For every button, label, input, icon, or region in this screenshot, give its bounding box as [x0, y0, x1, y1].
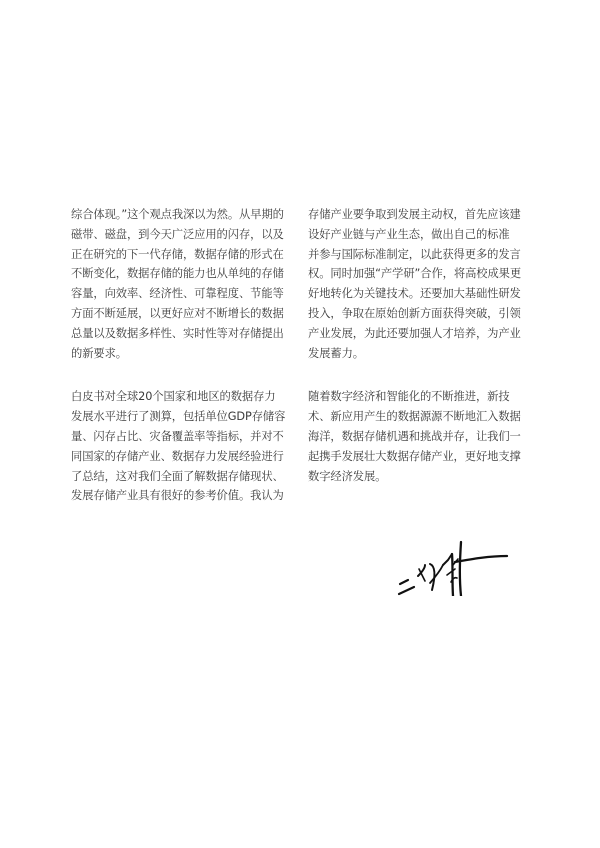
- text-line: 综合体现。”这个观点我深以为然。从早期的: [71, 208, 284, 221]
- right-text-column: [308, 205, 540, 510]
- text-line: 发展存储产业具有很好的参考价值。我认为: [71, 489, 284, 503]
- text-line: 磁带、磁盘，到今天广泛应用的闪存，以及: [71, 227, 284, 241]
- text-line: 起携手发展壮大数据存储产业，更好地支撑: [308, 449, 521, 463]
- text-line: 好地转化为关键技术。还要加大基础性研发: [308, 287, 521, 301]
- text-line: 量、闪存占比、灾备覆盖率等指标，并对不: [71, 429, 284, 443]
- text-line: 了总结，这对我们全面了解数据存储现状、: [71, 469, 284, 483]
- text-line: 容量，向效率、经济性、可靠程度、节能等: [71, 287, 284, 301]
- text-line: 方面不断延展，以更好应对不断增长的数据: [71, 306, 284, 320]
- text-line: 正在研究的下一代存储，数据存储的形式在: [71, 247, 284, 261]
- text-line: 的新要求。: [71, 346, 127, 360]
- text-line: 海洋，数据存储机遇和挑战并存，让我们一: [308, 429, 521, 443]
- text-line: 设好产业链与产业生态，做出自己的标准: [308, 227, 510, 241]
- text-line: 产业发展，为此还要加强人才培养，为产业: [308, 326, 521, 340]
- text-line: 总量以及数据多样性、实时性等对存储提出: [71, 326, 284, 340]
- text-line: 发展水平进行了测算，包括单位GDP存储容: [71, 410, 286, 424]
- text-line: 发展蓄力。: [308, 346, 364, 360]
- text-line: 同国家的存储产业、数据存力发展经验进行: [71, 449, 284, 463]
- text-line: 并参与国际标准制定，以此获得更多的发言: [308, 247, 521, 261]
- text-line: 白皮书对全球20个国家和地区的数据存力: [71, 390, 276, 404]
- text-line: 术、新应用产生的数据源源不断地汇入数据: [308, 410, 521, 424]
- text-line: 随着数字经济和智能化的不断推进，新技: [308, 390, 510, 404]
- paragraph: [308, 205, 540, 363]
- left-text-column: [71, 205, 303, 530]
- text-line: 不断变化，数据存储的能力也从单纯的存储: [71, 267, 284, 281]
- signature-icon: [397, 538, 509, 596]
- text-line: 数字经济发展。: [308, 469, 387, 483]
- text-line: 存储产业要争取到发展主动权，首先应该建: [308, 208, 521, 221]
- paragraph: [308, 387, 540, 486]
- paragraph: [71, 205, 303, 363]
- paragraph: [71, 387, 303, 506]
- text-line: 权。同时加强“产学研”合作，将高校成果更: [308, 267, 522, 281]
- text-line: 投入，争取在原始创新方面获得突破，引领: [308, 306, 521, 320]
